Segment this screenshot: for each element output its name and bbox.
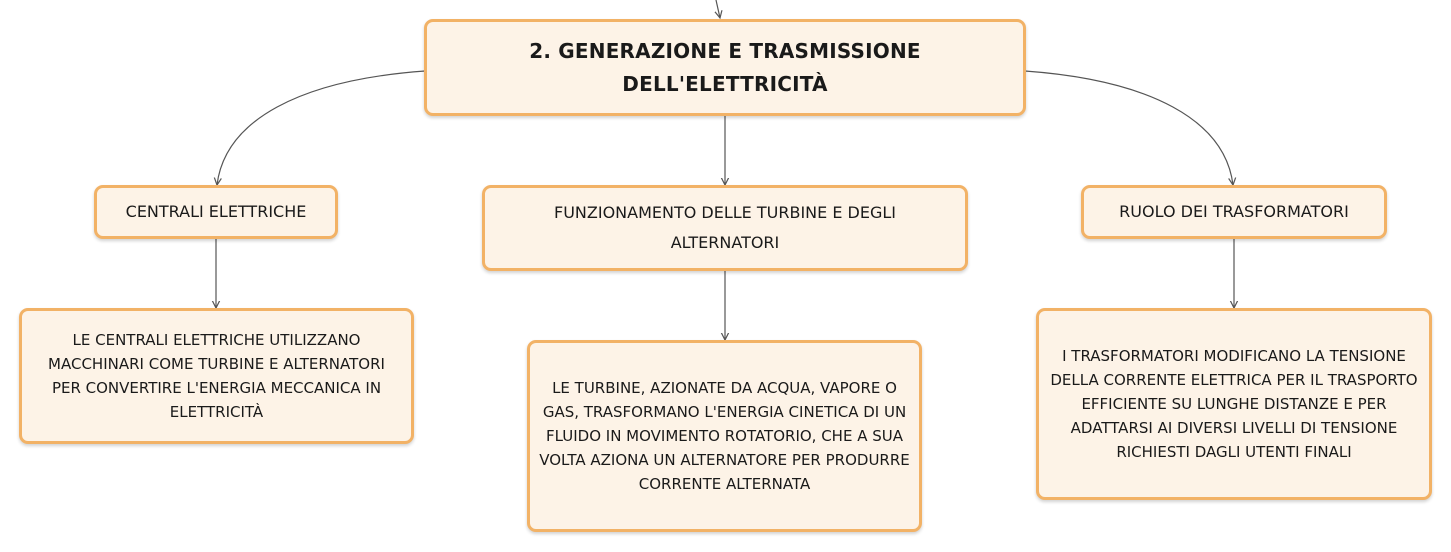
connector-root-to-centrali — [217, 71, 425, 185]
topic-node-label: RUOLO DEI TRASFORMATORI — [1119, 202, 1349, 221]
root-node[interactable] — [424, 19, 1026, 116]
topic-node-centrali-elettriche[interactable] — [94, 185, 338, 239]
detail-node-centrali-elettriche[interactable] — [19, 308, 414, 444]
detail-node-ruolo-trasformatori[interactable] — [1036, 308, 1432, 500]
topic-node-funzionamento[interactable] — [482, 185, 968, 271]
topic-node-label: CENTRALI ELETTRICHE — [125, 202, 307, 221]
detail-node-label: LE CENTRALI ELETTRICHE UTILIZZANO MACCHINARI COME TURBINE E ALTERNATORI PER CONVERTIRE L'ENERGIA MECCANICA IN ELETTRICITÀ — [48, 331, 385, 421]
detail-node-funzionamento[interactable] — [527, 340, 922, 532]
root-node-label: 2. GENERAZIONE E TRASMISSIONE DELL'ELETTRICITÀ — [529, 38, 921, 96]
connector-root-to-ruolo — [1025, 71, 1233, 185]
detail-node-label: I TRASFORMATORI MODIFICANO LA TENSIONE DELLA CORRENTE ELETTRICA PER IL TRASPORTO EFFICIENTE SU LUNGHE DISTANZE E PER ADATTARSI AI DIVERSI LIVELLI DI TENSIONE RICHIESTI DAGLI UTENTI FINALI — [1050, 347, 1418, 461]
topic-node-label: FUNZIONAMENTO DELLE TURBINE E DEGLI ALTERNATORI — [554, 203, 896, 252]
topic-node-ruolo-trasformatori[interactable] — [1081, 185, 1387, 239]
detail-node-label: LE TURBINE, AZIONATE DA ACQUA, VAPORE O GAS, TRASFORMANO L'ENERGIA CINETICA DI UN FLUIDO IN MOVIMENTO ROTATORIO, CHE A SUA VOLTA AZIONA UN ALTERNATORE PER PRODURRE CORRENTE ALTERNATA — [539, 379, 910, 493]
connector-incoming-root — [716, 0, 720, 18]
